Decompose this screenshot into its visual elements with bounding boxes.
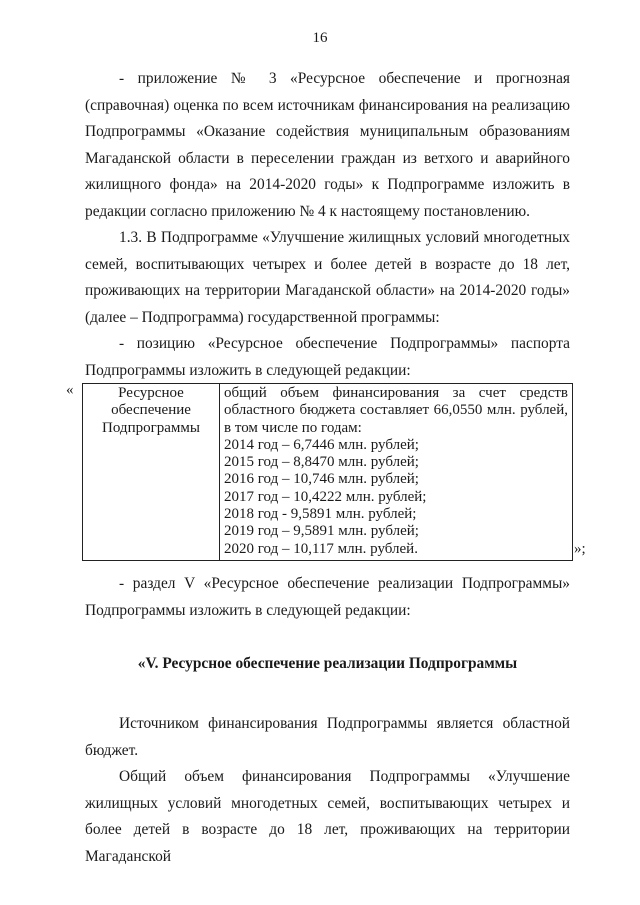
year-2016-line: 2016 год – 10,746 млн. рублей; [224, 471, 419, 488]
label-line: обеспечение [111, 402, 191, 419]
paragraph-funding-source: Источником финансирования Подпрограммы является областной бюджет. [85, 715, 570, 759]
paragraph-subprogram-1-3: 1.3. В Подпрограмме «Улучшение жилищных условий многодетных семей, воспитывающих четырех и более детей в возрасте до 18 лет, проживающих на территории Магаданской области» на 2014-2020 годы» (далее – Подпрограмма) государственной программы: [85, 229, 570, 326]
passport-table [82, 383, 573, 561]
year-2019-line: 2019 год – 9,5891 млн. рублей; [224, 523, 419, 540]
paragraph-section-v: - раздел V «Ресурсное обеспечение реализации Подпрограммы» Подпрограммы изложить в следующей редакции: [85, 575, 570, 619]
year-2017-line: 2017 год – 10,4222 млн. рублей; [224, 488, 427, 505]
paragraph-total-funding: Общий объем финансирования Подпрограммы «Улучшение жилищных условий многодетных семей, воспитывающих четырех и более детей в возрасте до 18 лет, проживающих на территории Магаданской [85, 768, 570, 865]
year-2018-line: 2018 год - 9,5891 млн. рублей; [224, 506, 417, 523]
funding-intro: общий объем финансирования за счет средств областного бюджета составляет 66,0550 млн. рублей, в том числе по годам: [224, 385, 568, 436]
opening-quote: « [66, 382, 74, 398]
label-line: Подпрограммы [102, 419, 200, 436]
page-number: 16 [312, 30, 328, 46]
table-row [83, 384, 573, 561]
closing-quote: »; [574, 541, 586, 557]
label-line: Ресурсное [118, 385, 184, 401]
year-2014-line: 2014 год – 6,7446 млн. рублей; [224, 436, 419, 453]
year-2020-line: 2020 год – 10,117 млн. рублей. [224, 540, 418, 557]
section-heading: «V. Ресурсное обеспечение реализации Подпрограммы [137, 655, 518, 672]
paragraph-appendix-3: - приложение № 3 «Ресурсное обеспечение и прогнозная (справочная) оценка по всем источникам финансирования на реализацию Подпрограммы «Оказание содействия муниципальным образованиям Магаданской области в переселении граждан из ветхого и аварийного жилищного фонда» на 2014-2020 годы» к Подпрограмме изложить в редакции согласно приложению № 4 к настоящему постановлению. [85, 70, 570, 220]
resource-value-cell [220, 384, 573, 561]
paragraph-position-passport: - позицию «Ресурсное обеспечение Подпрограммы» паспорта Подпрограммы изложить в следующей редакции: [85, 335, 570, 379]
year-2015-line: 2015 год – 8,8470 млн. рублей; [224, 454, 419, 471]
resource-label-cell [83, 384, 220, 561]
